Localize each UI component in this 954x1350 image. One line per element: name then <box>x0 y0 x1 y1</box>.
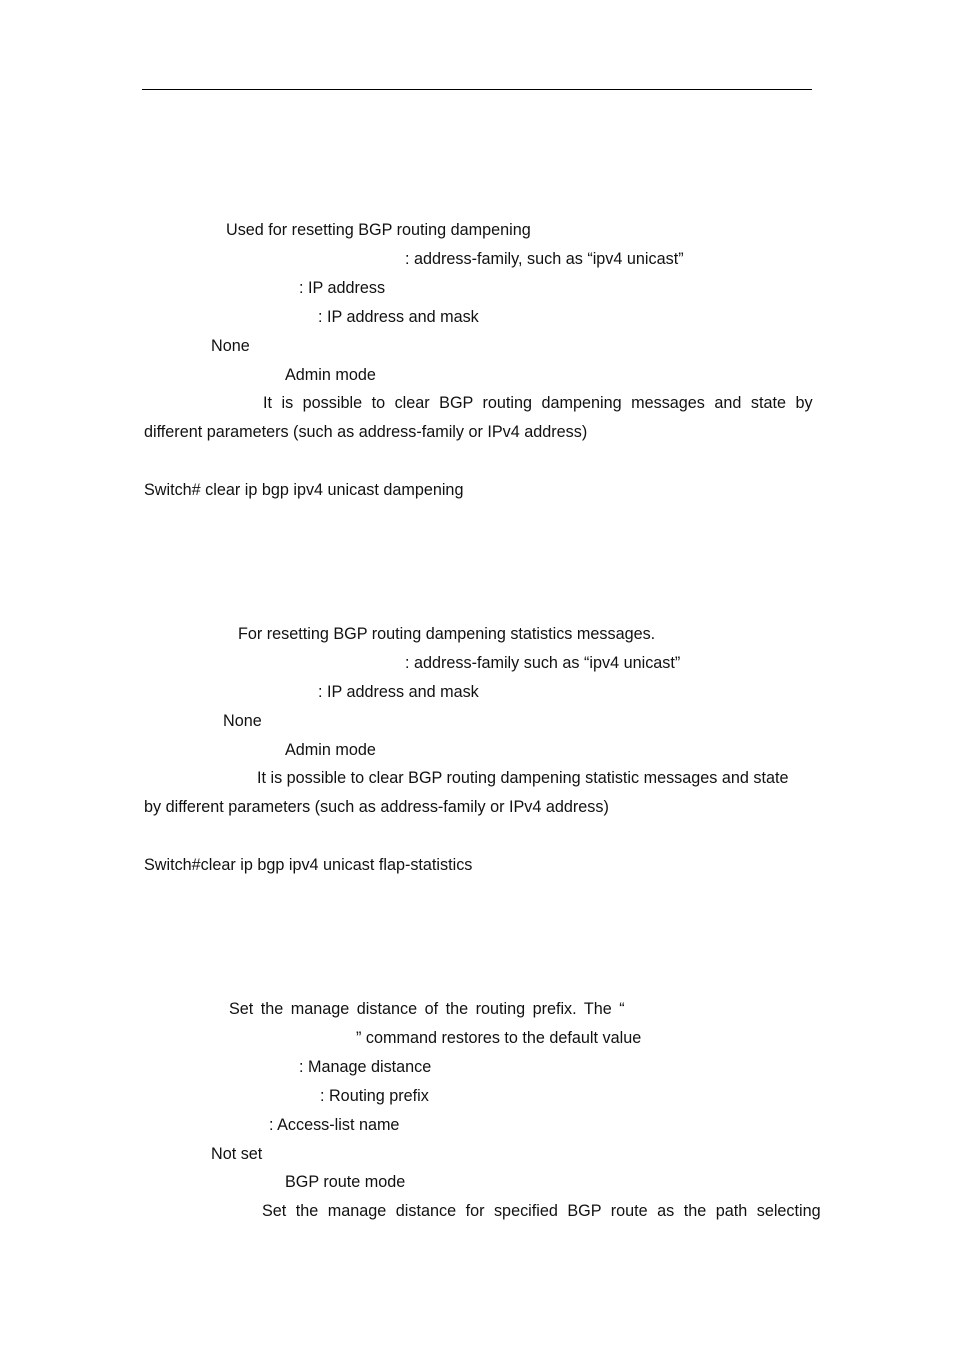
s2-param-ip-mask: : IP address and mask <box>318 683 479 701</box>
s3-param-distance: : Manage distance <box>299 1058 432 1076</box>
s1-param-ip: : IP address <box>299 279 386 297</box>
s3-param-access-list: : Access-list name <box>269 1116 400 1134</box>
s2-mode: Admin mode <box>285 741 376 759</box>
s1-default: None <box>211 337 250 355</box>
s2-usage-line1: It is possible to clear BGP routing dampening statistic messages and state <box>257 769 789 787</box>
s1-example: Switch# clear ip bgp ipv4 unicast dampening <box>144 481 464 499</box>
s2-usage-line2: by different parameters (such as address-family or IPv4 address) <box>144 798 609 816</box>
s1-mode: Admin mode <box>285 366 376 384</box>
s2-default: None <box>223 712 262 730</box>
s1-param-address-family: : address-family, such as “ipv4 unicast” <box>405 250 684 268</box>
s2-function: For resetting BGP routing dampening statistics messages. <box>238 625 656 643</box>
s1-usage-line2: different parameters (such as address-family or IPv4 address) <box>144 423 588 441</box>
s3-default: Not set <box>211 1145 263 1163</box>
s1-function: Used for resetting BGP routing dampening <box>226 221 531 239</box>
s3-usage-line1: Set the manage distance for specified BGP route as the path selecting <box>262 1202 821 1220</box>
s3-param-prefix: : Routing prefix <box>320 1087 429 1105</box>
header-rule <box>142 89 812 90</box>
s2-param-address-family: : address-family such as “ipv4 unicast” <box>405 654 681 672</box>
s3-function-line1: Set the manage distance of the routing prefix. The “ <box>229 1000 625 1018</box>
s1-param-ip-mask: : IP address and mask <box>318 308 479 326</box>
s3-mode: BGP route mode <box>285 1173 406 1191</box>
s1-usage-line1: It is possible to clear BGP routing dampening messages and state by <box>263 394 813 412</box>
s2-example: Switch#clear ip bgp ipv4 unicast flap-statistics <box>144 856 473 874</box>
s3-function-line2: ” command restores to the default value <box>356 1029 642 1047</box>
